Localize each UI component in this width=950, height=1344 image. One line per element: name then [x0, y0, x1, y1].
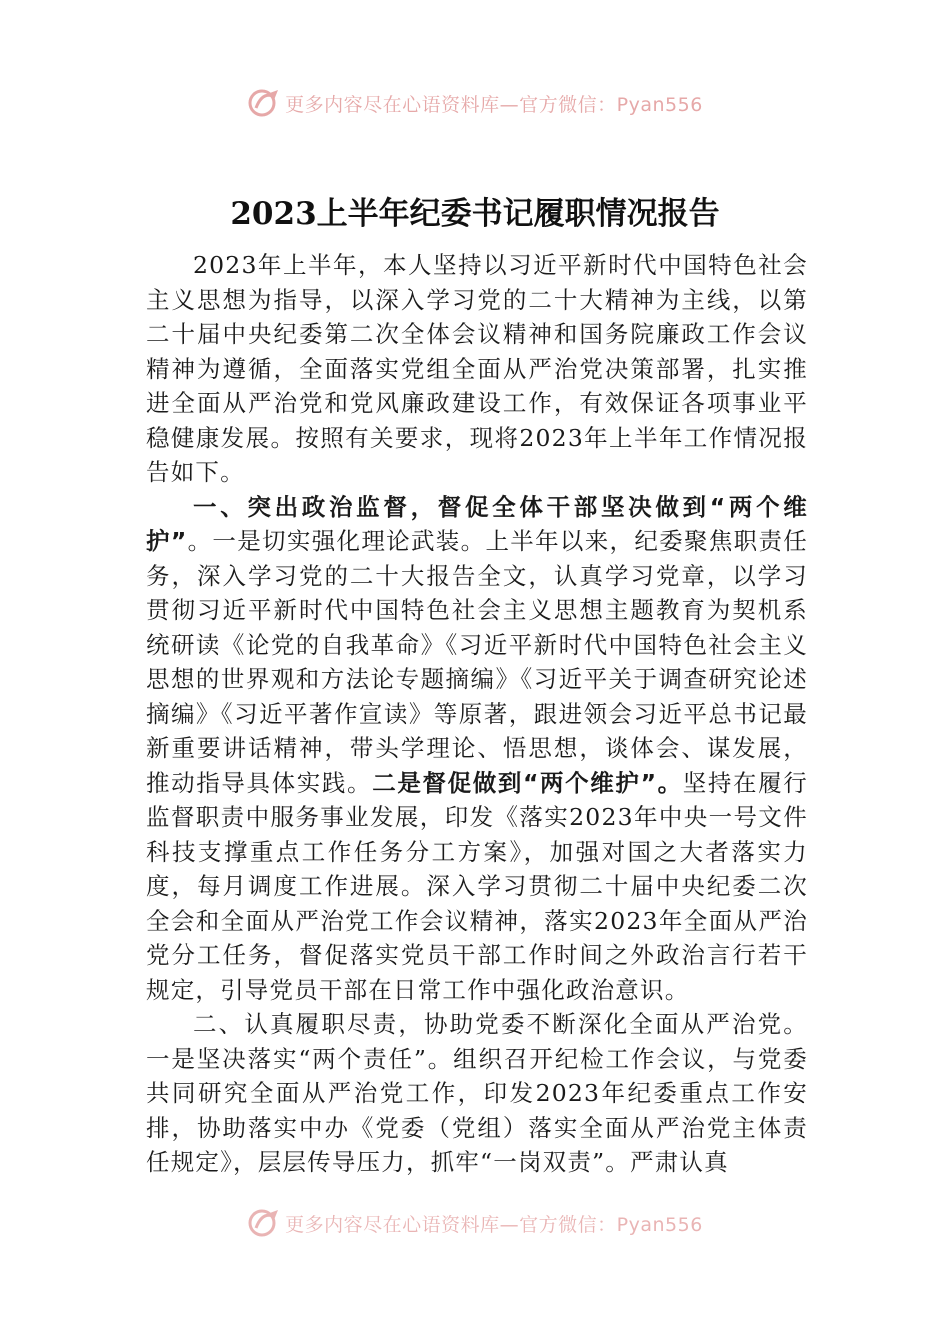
section-one-subheading: 二是督促做到“两个维护”。: [372, 768, 683, 797]
watermark-text: 更多内容尽在心语资料库—官方微信：Pyan556: [285, 93, 703, 116]
paragraph-section-one: [146, 490, 808, 1008]
page-title: 2023上半年纪委书记履职情况报告: [230, 196, 720, 232]
section-one-heading: 一、突出政治监督，督促全体干部坚决做到“两个维护”: [146, 492, 808, 555]
paragraph-intro: 2023年上半年，本人坚持以习近平新时代中国特色社会主义思想为指导，以深入学习党的二十大精神为主线，以第二十届中央纪委第二次全体会议精神和国务院廉政工作会议精神为遵循，全面落实党组全面从严治党决策部署，扎实推进全面从严治党和党风廉政建设工作，有效保证各项事业平稳健康发展。按照有关要求，现将2023年上半年工作情况报告如下。: [146, 251, 808, 486]
watermark-text: 更多内容尽在心语资料库—官方微信：Pyan556: [285, 1213, 703, 1236]
watermark-footer: [0, 1206, 950, 1240]
document-body: [146, 248, 808, 1180]
paragraph-section-two: 二、认真履职尽责，协助党委不断深化全面从严治党。一是坚决落实“两个责任”。组织召开纪检工作会议，与党委共同研究全面从严治党工作，印发2023年纪委重点工作安排，协助落实中办《党委（党组）落实全面从严治党主体责任规定》，层层传导压力，抓牢“一岗双责”。严肃认真: [146, 1010, 808, 1176]
section-one-text-b: 坚持在履行监督职责中服务事业发展，印发《落实2023年中央一号文件科技支撑重点工作任务分工方案》，加强对国之大者落实力度，每月调度工作进展。深入学习贯彻二十届中央纪委二次全会和全面从严治党工作会议精神，落实2023年全面从严治党分工任务，督促落实党员干部工作时间之外政治言行若干规定，引导党员干部在日常工作中强化政治意识。: [146, 768, 809, 1004]
watermark-logo-icon: [247, 86, 281, 120]
watermark-logo-icon: [247, 1206, 281, 1240]
watermark-header: [0, 86, 950, 120]
section-one-text-a: 。一是切实强化理论武装。上半年以来，纪委聚焦职责任务，深入学习党的二十大报告全文，认真学习党章，以学习贯彻习近平新时代中国特色社会主义思想主题教育为契机系统研读《论党的自我革命》《习近平新时代中国特色社会主义思想的世界观和方法论专题摘编》《习近平关于调查研究论述摘编》《习近平著作宣读》等原著，跟进领会习近平总书记最新重要讲话精神，带头学理论、悟思想，谈体会、谋发展，推动指导具体实践。: [146, 527, 808, 797]
